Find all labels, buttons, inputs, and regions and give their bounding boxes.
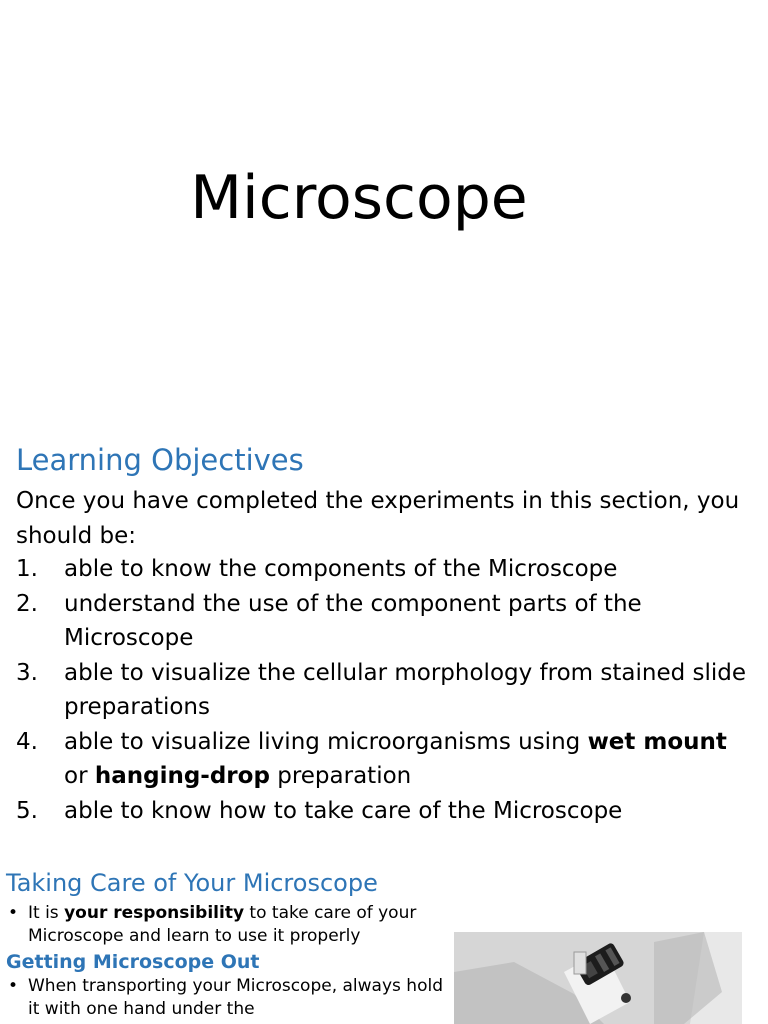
objective-text: able to know how to take care of the Microscope bbox=[64, 797, 623, 824]
objective-text: able to visualize the cellular morphology from stained slide preparations bbox=[64, 659, 747, 720]
bullet-text: When transporting your Microscope, always hold it with one hand under the bbox=[28, 976, 443, 1019]
objective-item bbox=[16, 587, 756, 656]
microscope-photo bbox=[454, 932, 742, 1024]
bullet-text-part: to take care of your Microscope and learn to use it properly bbox=[28, 903, 417, 946]
objective-text: understand the use of the component parts of the Microscope bbox=[64, 590, 642, 651]
bullet-item bbox=[6, 975, 446, 1021]
getting-microscope-out-heading: Getting Microscope Out bbox=[6, 951, 260, 973]
objective-number: 1. bbox=[16, 556, 38, 582]
objective-number: 4. bbox=[16, 728, 38, 755]
care-bullet-list bbox=[6, 902, 446, 948]
objective-item bbox=[16, 656, 756, 725]
bullet-text-part: It is bbox=[28, 903, 65, 923]
taking-care-heading: Taking Care of Your Microscope bbox=[6, 869, 378, 897]
bullet-icon: • bbox=[8, 903, 19, 923]
objective-item bbox=[16, 725, 756, 794]
bullet-icon: • bbox=[8, 976, 19, 996]
objective-item bbox=[16, 552, 756, 587]
objective-number: 5. bbox=[16, 797, 38, 824]
objective-text: able to know the components of the Microscope bbox=[64, 556, 618, 582]
bullet-item bbox=[6, 902, 446, 948]
objective-text-part: able to visualize living microorganisms using bbox=[64, 728, 588, 755]
objective-text-part: or bbox=[64, 763, 95, 789]
wet-mount-term: wet mount bbox=[587, 728, 727, 755]
responsibility-term: your responsibility bbox=[64, 903, 245, 923]
transport-bullet-list bbox=[6, 975, 446, 1021]
hanging-drop-term: hanging-drop bbox=[94, 763, 270, 789]
microscope-image-icon bbox=[454, 932, 742, 1024]
objective-number: 2. bbox=[16, 590, 38, 617]
objective-number: 3. bbox=[16, 659, 38, 686]
learning-objectives-heading: Learning Objectives bbox=[16, 443, 304, 477]
objectives-list bbox=[16, 552, 756, 828]
objective-item bbox=[16, 794, 756, 829]
page-title: Microscope bbox=[190, 163, 528, 233]
objective-text bbox=[64, 729, 727, 790]
objectives-intro: Once you have completed the experiments in this section, you should be: bbox=[16, 488, 740, 549]
objective-text-part: preparation bbox=[269, 763, 412, 789]
